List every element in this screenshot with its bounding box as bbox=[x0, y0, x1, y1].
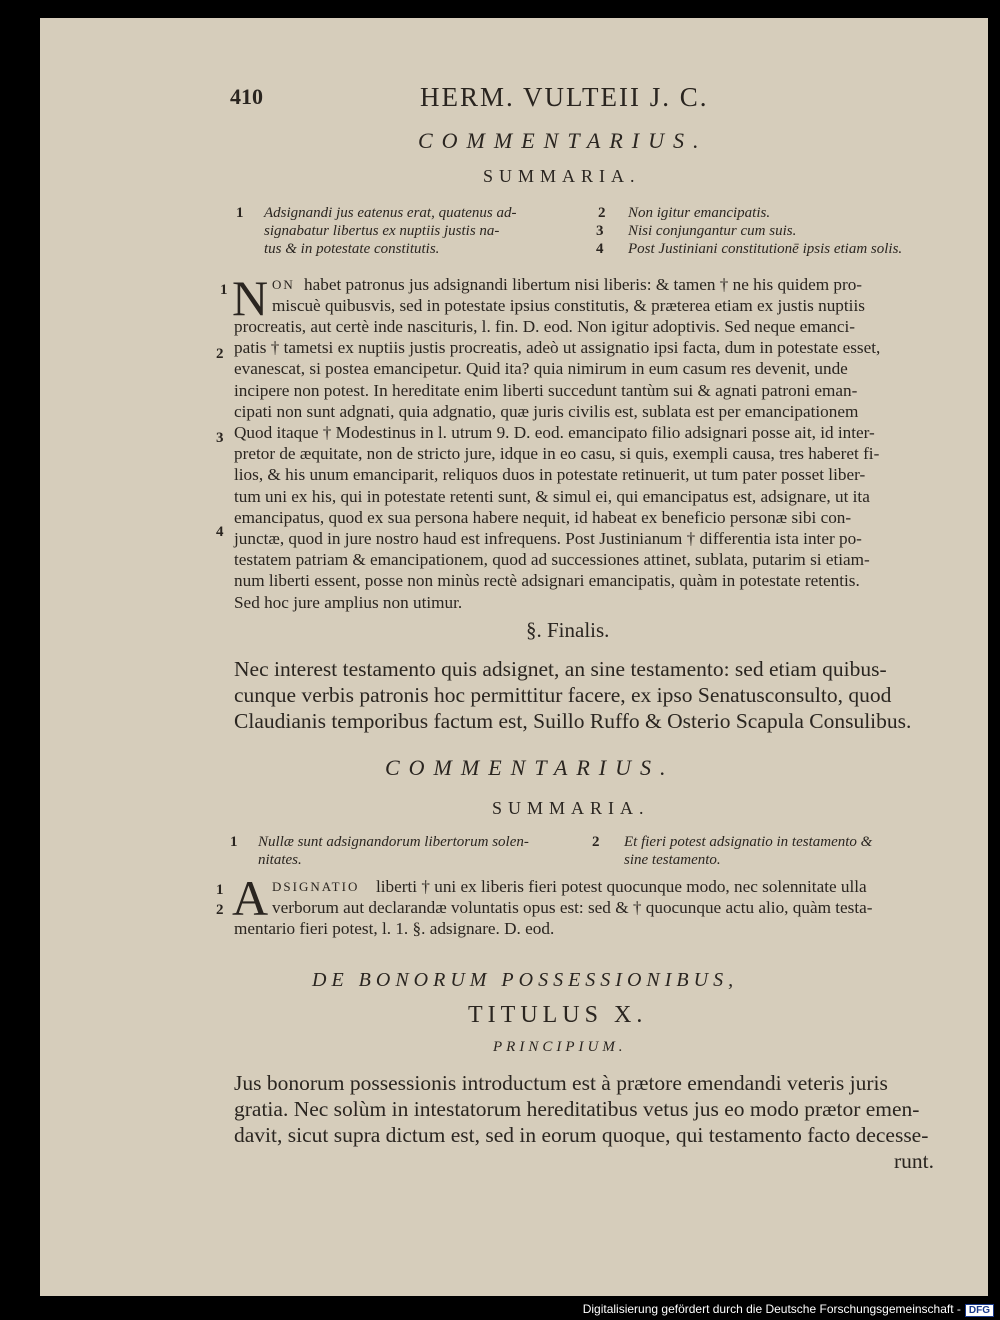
footer-text: Digitalisierung gefördert durch die Deutsche Forschungsgemeinschaft - bbox=[582, 1302, 961, 1316]
first-word: DSIGNATIO bbox=[272, 879, 360, 894]
summary-item-1: Nullæ sunt adsignandorum libertorum solen- nitates. bbox=[258, 834, 529, 868]
summary-item-2: Non igitur emancipatis. bbox=[628, 205, 771, 221]
margin-number: 1 bbox=[216, 882, 224, 898]
summary-num: 1 bbox=[236, 205, 244, 221]
book-page bbox=[40, 18, 988, 1296]
principium: PRINCIPIUM. bbox=[493, 1039, 627, 1055]
summary-item-1: Adsignandi jus eatenus erat, quatenus ad- signabatur libertus ex nuptiis justis na- tus & in potestate constitutis. bbox=[264, 205, 517, 257]
dfg-logo: DFG bbox=[965, 1304, 994, 1317]
paragraph-line: liberti † uni ex liberis fieri potest quocunque modo, nec solennitate ulla bbox=[376, 877, 867, 896]
commentarius-heading-1: COMMENTARIUS. bbox=[418, 128, 708, 153]
running-head: HERM. VULTEII J. C. bbox=[420, 82, 709, 112]
margin-number: 1 bbox=[220, 282, 228, 298]
paragraph-line: verborum aut declarandæ voluntatis opus est: sed & † quocunque actu alio, quàm testa- bbox=[272, 898, 873, 917]
margin-number: 2 bbox=[216, 902, 224, 918]
titulus: TITULUS X. bbox=[468, 1002, 648, 1028]
footer-credit bbox=[583, 1302, 994, 1317]
summaria-heading-1: SUMMARIA. bbox=[483, 166, 641, 186]
drop-cap: N bbox=[232, 270, 269, 326]
finalis-paragraph: Nec interest testamento quis adsignet, an sine testamento: sed etiam quibus- cunque verbis patronis hoc permittitur facere, ex ipso Senatusconsulto, quod Claudianis temporibus factum est, Suillo Ruffo & Osterio Scapula Consulibus. bbox=[234, 657, 912, 733]
summary-item-2: Et fieri potest adsignatio in testamento & sine testamento. bbox=[624, 834, 873, 868]
commentarius-heading-2: COMMENTARIUS. bbox=[385, 755, 675, 780]
finalis-heading: §. Finalis. bbox=[526, 618, 610, 642]
summary-item-3: Nisi conjungantur cum suis. bbox=[628, 223, 797, 239]
summary-num: 2 bbox=[598, 205, 606, 221]
paragraph-line: mentario fieri potest, l. 1. §. adsignare. D. eod. bbox=[234, 919, 555, 938]
margin-number: 3 bbox=[216, 430, 224, 446]
paragraph-line: habet patronus jus adsignandi libertum nisi liberis: & tamen † ne his quidem pro- bbox=[304, 275, 863, 294]
summary-num: 3 bbox=[596, 223, 604, 239]
margin-number: 4 bbox=[216, 524, 224, 540]
margin-number: 2 bbox=[216, 346, 224, 362]
page-number: 410 bbox=[230, 84, 263, 109]
paragraph-line: miscuè quibusvis, sed in potestate ipsius constitutis, & præterea etiam ex justis nuptiis bbox=[272, 296, 865, 315]
summaria-heading-2: SUMMARIA. bbox=[492, 798, 650, 818]
commentary-paragraph-1: procreatis, aut certè inde nascituris, l. fin. D. eod. Non igitur adoptivis. Sed neque emanci- patis † tametsi ex nuptiis justis procreatis, adeò ut assignatio ipsi facta, dum in potestate esset, evanescat, si postea emancipetur. Quid ita? quia nimirum in eum casum res devenit, unde incipere non potest. In hereditate enim liberti succedunt tantùm sui & agnati patroni eman- cipati non sunt adgnati, quia adgnatio, quæ juris civilis est, sublata est per emancipationem Quod itaque † Modestinus in l. utrum 9. D. eod. emancipato filio adsignari posse ait, id inter- pretor de æquitate, non de stricto jure, idque in eo casu, si quis, exempli causa, tres haberet fi- lios, & his unum emanciparit, reliquos duos in potestate retinuerit, ut tum pater posset liber- tum uni ex his, qui in potestate retenti sunt, & simul ei, qui emancipatus est, adsignare, ut ita emancipatus, quod ex sua persona habere nequit, id habeat ex beneficio personæ sibi con- junctæ, quod in jure nostro haud est infrequens. Post Justinianum † differentia ista inter po- testatem patriam & emancipationem, quod ad successiones attinet, sublata, putarim si etiam- num liberti essent, posse non minùs rectè adsignari emancipatis, quàm in potestate retentis. Sed hoc jure amplius non utimur. bbox=[234, 317, 881, 612]
summary-item-4: Post Justiniani constitutionē ipsis etiam solis. bbox=[628, 241, 903, 257]
summary-num: 2 bbox=[592, 834, 600, 850]
title-heading: DE BONORUM POSSESSIONIBUS, bbox=[312, 969, 739, 991]
summary-num: 1 bbox=[230, 834, 238, 850]
summary-num: 4 bbox=[596, 241, 604, 257]
first-word: ON bbox=[272, 277, 295, 292]
principium-paragraph: Jus bonorum possessionis introductum est à prætore emendandi veteris juris gratia. Nec solùm in intestatorum hereditatibus vetus jus eo modo prætor emen- davit, sicut supra dictum est, sed in eorum quoque, qui testamento facto decesse- runt. bbox=[234, 1071, 934, 1173]
drop-cap: A bbox=[232, 870, 269, 926]
